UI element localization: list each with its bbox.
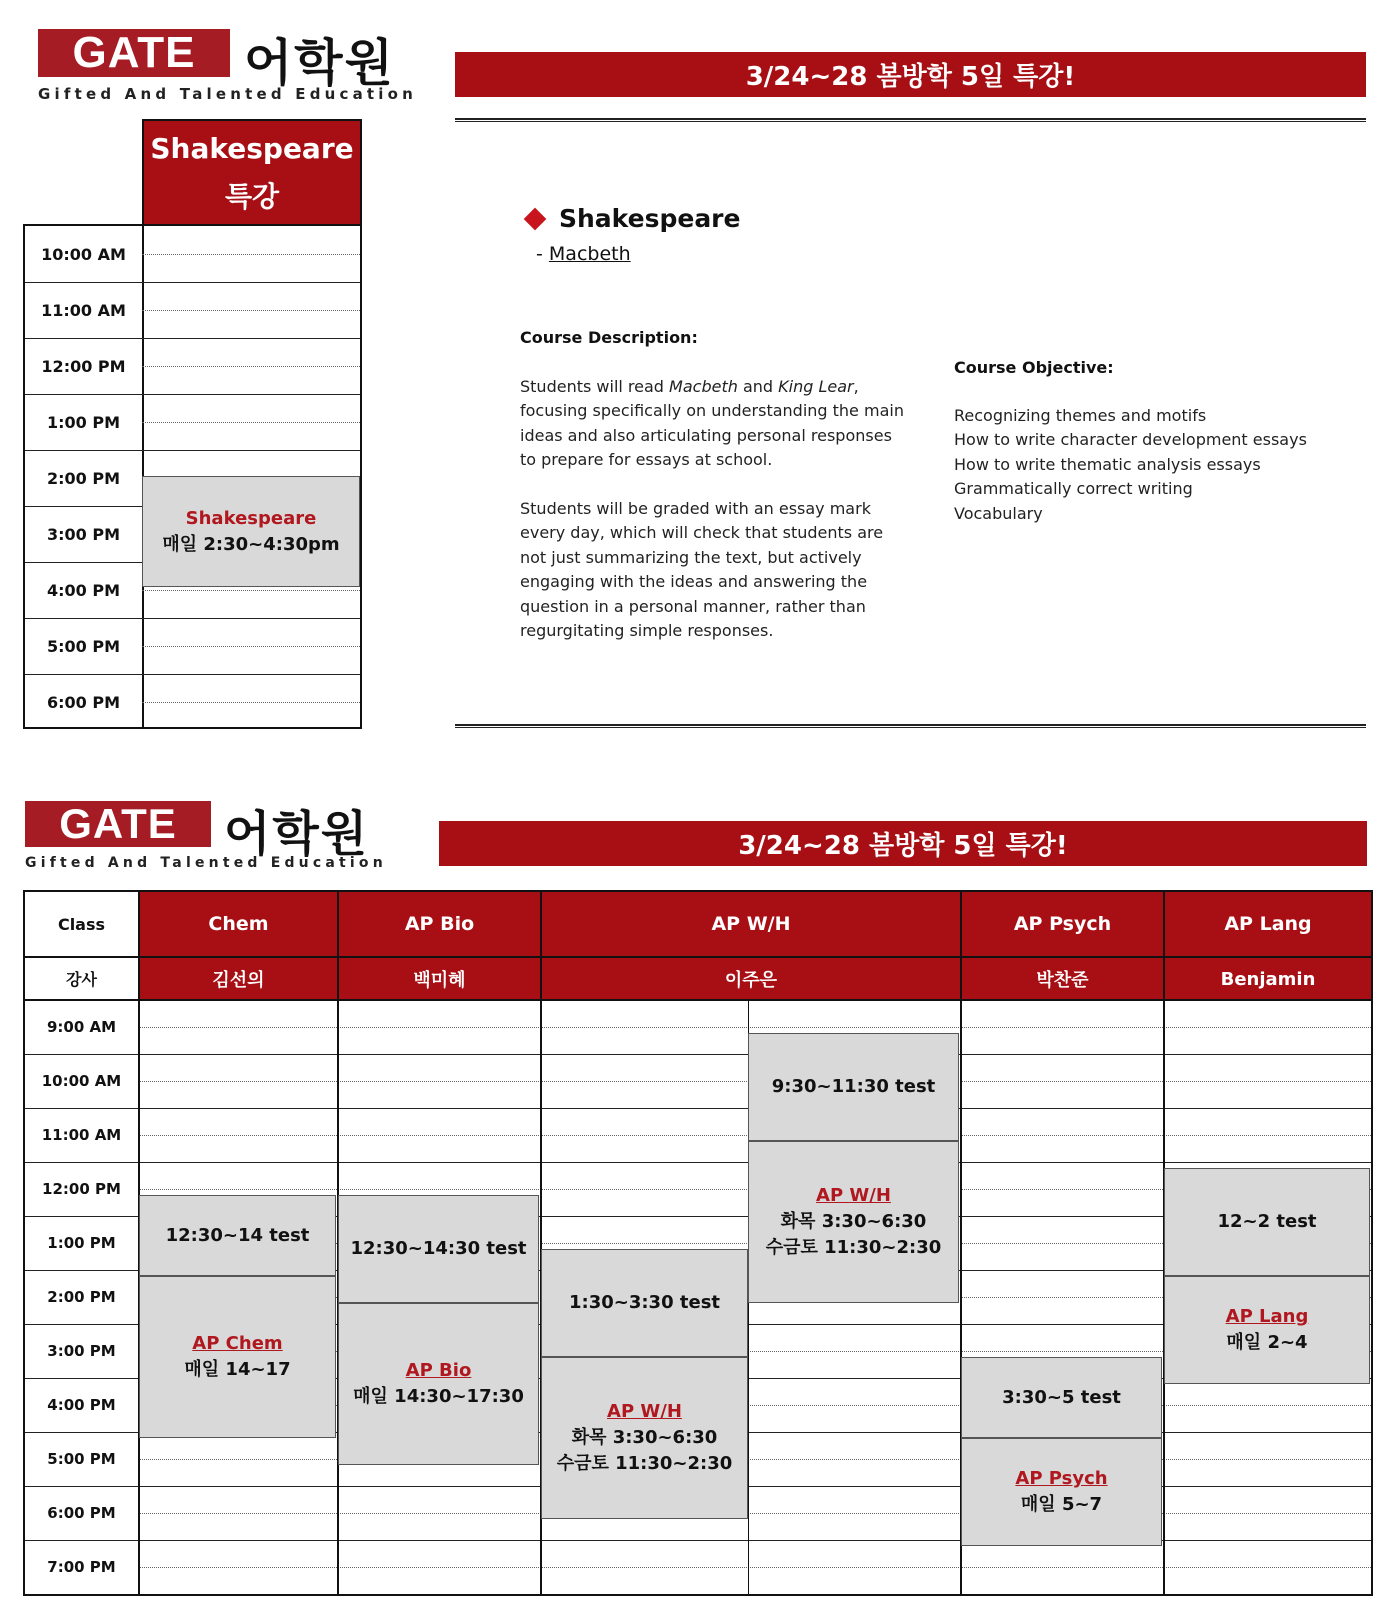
shakespeare-block xyxy=(142,476,360,587)
bottom-half-line xyxy=(138,1513,1371,1514)
top-half-line xyxy=(142,646,360,647)
top-half-line xyxy=(142,366,360,367)
logo-top xyxy=(38,29,428,104)
course-subtitle-prefix: - xyxy=(536,243,549,265)
bottom-time-label: 12:00 PM xyxy=(42,1180,121,1198)
desc-text: , xyxy=(853,377,859,396)
top-hour-line xyxy=(25,282,360,283)
top-time-label: 5:00 PM xyxy=(46,636,120,656)
wh2-class-block xyxy=(748,1141,959,1303)
header-bottom-border xyxy=(25,999,1371,1001)
objective-item: How to write thematic analysis essays xyxy=(954,454,1261,474)
bottom-half-line xyxy=(138,1027,1371,1028)
description-line: regurgitating simple responses. xyxy=(520,621,774,641)
description-line: every day, which will check that students are xyxy=(520,523,884,543)
wh1-class-time1: 화목 3:30~6:30 xyxy=(571,1427,718,1448)
wh2-class-time1: 화목 3:30~6:30 xyxy=(780,1211,927,1232)
bio-test-text: 12:30~14:30 test xyxy=(350,1238,527,1259)
logo-brand-box xyxy=(25,801,211,847)
logo-tagline: Gifted And Talented Education xyxy=(38,85,418,103)
logo-korean: 어학원 xyxy=(224,806,370,862)
top-hour-line xyxy=(25,338,360,339)
header-mid-border xyxy=(25,956,138,958)
top-time-label: 6:00 PM xyxy=(46,692,120,712)
top-hour-line xyxy=(25,618,360,619)
objective-list xyxy=(954,404,1307,526)
description-line: to prepare for essays at school. xyxy=(520,450,773,470)
top-half-line xyxy=(142,422,360,423)
bottom-half-line xyxy=(138,1567,1371,1568)
banner-top xyxy=(455,52,1366,97)
wh2-class-time2: 수금토 11:30~2:30 xyxy=(765,1237,942,1258)
desc-italic: Macbeth xyxy=(669,377,738,396)
diamond-icon xyxy=(524,207,547,230)
objective-item: How to write character development essays xyxy=(954,430,1307,450)
course-title-text: Shakespeare xyxy=(559,204,741,233)
description-p1-line1 xyxy=(520,375,904,399)
top-time-label: 1:00 PM xyxy=(46,412,120,432)
bottom-hour-line xyxy=(25,1162,1371,1163)
bottom-hour-line xyxy=(25,1054,1371,1055)
top-half-line xyxy=(142,590,360,591)
bottom-time-label: 6:00 PM xyxy=(47,1504,116,1522)
top-time-label: 12:00 PM xyxy=(41,356,126,376)
bottom-time-label: 10:00 AM xyxy=(41,1072,122,1090)
bottom-time-label: 9:00 AM xyxy=(46,1018,117,1036)
wh2-class-title[interactable]: AP W/H xyxy=(816,1185,891,1206)
description-line: focusing specifically on understanding the main xyxy=(520,401,904,421)
wh1-class-block xyxy=(541,1357,748,1519)
teacher-ap-psych: 박찬준 xyxy=(960,956,1163,1000)
top-hour-line xyxy=(25,674,360,675)
psych-class-time: 매일 5~7 xyxy=(1020,1494,1103,1515)
description-paragraph-1 xyxy=(520,375,904,473)
description-line: question in a personal manner, rather than xyxy=(520,596,866,616)
shakespeare-block-title: Shakespeare xyxy=(185,507,317,529)
wh2-test-block xyxy=(748,1033,959,1141)
top-time-label: 11:00 AM xyxy=(41,300,126,320)
wh1-test-block xyxy=(541,1249,748,1357)
psych-class-title[interactable]: AP Psych xyxy=(1015,1468,1108,1489)
logo-brand: GATE xyxy=(72,28,196,77)
bio-class-time: 매일 14:30~17:30 xyxy=(353,1386,524,1407)
chem-class-time: 매일 14~17 xyxy=(184,1359,291,1380)
top-time-label: 2:00 PM xyxy=(46,468,120,488)
bottom-time-label: 5:00 PM xyxy=(47,1450,116,1468)
top-half-line xyxy=(142,702,360,703)
shakespeare-header-line1: Shakespeare xyxy=(150,131,354,165)
bottom-half-line xyxy=(138,1459,1371,1460)
class-header-ap-bio: AP Bio xyxy=(337,892,540,956)
top-time-label: 4:00 PM xyxy=(46,580,120,600)
top-hour-line xyxy=(25,450,360,451)
shakespeare-header xyxy=(142,119,362,224)
bottom-time-label: 4:00 PM xyxy=(47,1396,116,1414)
bio-class-block xyxy=(338,1303,539,1465)
logo-brand-box xyxy=(38,29,230,77)
teacher-ap-bio: 백미혜 xyxy=(337,956,540,1000)
banner-text: 3/24~28 봄방학 5일 특강! xyxy=(738,831,1068,861)
objective-item: Vocabulary xyxy=(954,503,1043,523)
logo-korean: 어학원 xyxy=(244,34,395,92)
wh1-class-title[interactable]: AP W/H xyxy=(607,1401,682,1422)
class-header-ap-wh: AP W/H xyxy=(540,892,960,956)
bio-class-title[interactable]: AP Bio xyxy=(405,1360,472,1381)
class-label: Class xyxy=(57,914,106,934)
bottom-rule xyxy=(455,724,1366,728)
teacher-label: 강사 xyxy=(66,969,97,989)
course-subtitle-link[interactable]: Macbeth xyxy=(548,243,631,265)
description-line: ideas and also articulating personal responses xyxy=(520,425,892,445)
bottom-time-label: 2:00 PM xyxy=(47,1288,116,1306)
class-header-chem: Chem xyxy=(138,892,337,956)
lang-class-block xyxy=(1164,1276,1370,1384)
teacher-chem: 김선의 xyxy=(138,956,337,1000)
logo-bottom xyxy=(25,801,405,873)
wh1-test-text: 1:30~3:30 test xyxy=(568,1292,721,1313)
chem-test-text: 12:30~14 test xyxy=(165,1224,310,1246)
teacher-ap-lang: Benjamin xyxy=(1163,956,1371,1000)
logo-tagline: Gifted And Talented Education xyxy=(25,855,387,871)
description-line: Students will be graded with an essay mark xyxy=(520,499,871,518)
top-time-label: 10:00 AM xyxy=(41,244,126,264)
lang-class-time: 매일 2~4 xyxy=(1226,1332,1308,1353)
top-rule xyxy=(455,118,1366,122)
psych-test-block xyxy=(961,1357,1162,1438)
chem-class-block xyxy=(139,1276,336,1438)
description-line: engaging with the ideas and answering the xyxy=(520,572,868,592)
desc-text: and xyxy=(737,377,779,396)
banner-text: 3/24~28 봄방학 5일 특강! xyxy=(745,62,1076,92)
desc-italic: King Lear xyxy=(778,377,854,396)
lang-test-text: 12~2 test xyxy=(1217,1211,1317,1232)
description-heading: Course Description: xyxy=(520,328,698,347)
wh1-class-time2: 수금토 11:30~2:30 xyxy=(556,1453,733,1474)
course-title xyxy=(523,204,740,233)
lang-class-title[interactable]: AP Lang xyxy=(1225,1306,1309,1327)
bottom-time-label: 11:00 AM xyxy=(41,1126,122,1144)
wh2-test-text: 9:30~11:30 test xyxy=(771,1076,936,1097)
description-line: not just summarizing the text, but actively xyxy=(520,547,862,567)
objective-item: Recognizing themes and motifs xyxy=(954,406,1207,425)
lang-test-block xyxy=(1164,1168,1370,1276)
banner-bottom xyxy=(439,821,1367,866)
bio-test-block xyxy=(338,1195,539,1303)
bottom-time-label: 7:00 PM xyxy=(47,1558,116,1576)
class-header-ap-psych: AP Psych xyxy=(960,892,1163,956)
chem-test-block xyxy=(139,1195,336,1276)
top-half-line xyxy=(142,310,360,311)
desc-text: Students will read xyxy=(520,377,670,396)
bottom-time-label: 3:00 PM xyxy=(47,1342,116,1360)
shakespeare-block-time: 매일 2:30~4:30pm xyxy=(162,533,340,555)
bottom-hour-line xyxy=(25,1108,1371,1109)
objective-item: Grammatically correct writing xyxy=(954,479,1193,499)
logo-brand: GATE xyxy=(59,800,177,847)
bottom-time-label: 1:00 PM xyxy=(47,1234,116,1252)
top-time-label: 3:00 PM xyxy=(46,524,120,544)
psych-class-block xyxy=(961,1438,1162,1546)
bottom-hour-line xyxy=(25,1540,1371,1541)
objective-heading: Course Objective: xyxy=(954,358,1114,377)
shakespeare-header-line2: 특강 xyxy=(224,179,280,213)
psych-test-text: 3:30~5 test xyxy=(1002,1386,1121,1408)
description-paragraph-2 xyxy=(520,497,883,643)
teacher-ap-wh: 이주은 xyxy=(540,956,960,1000)
top-half-line xyxy=(142,254,360,255)
chem-class-title[interactable]: AP Chem xyxy=(192,1333,283,1354)
course-subtitle xyxy=(536,243,631,265)
top-hour-line xyxy=(25,394,360,395)
class-header-ap-lang: AP Lang xyxy=(1163,892,1371,956)
